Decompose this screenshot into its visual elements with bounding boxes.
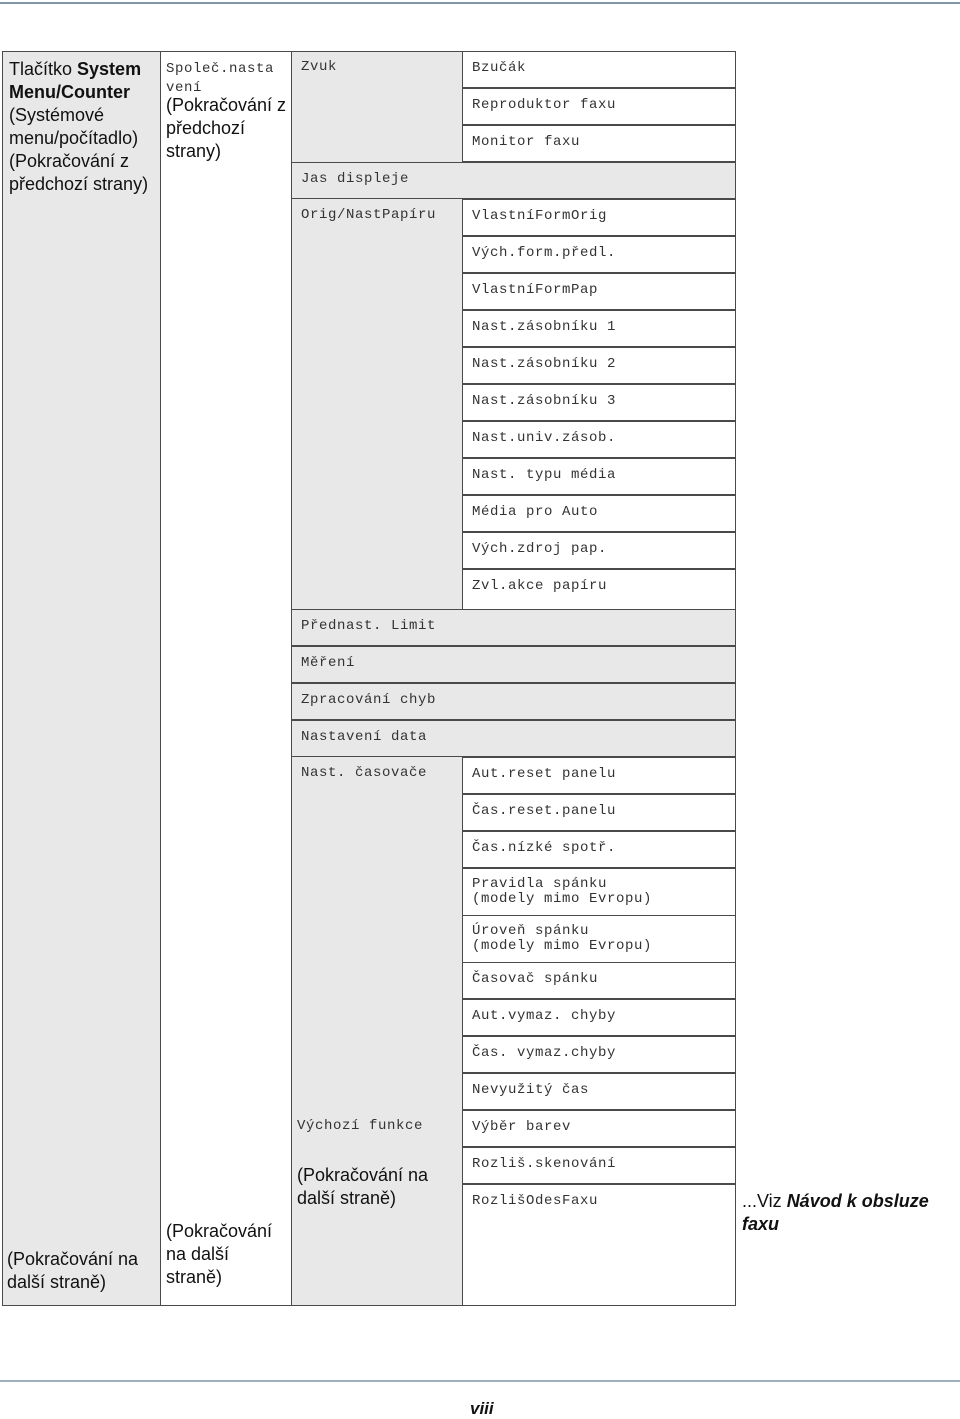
row-unusable-time — [462, 1073, 736, 1110]
continued-next-page: (Pokračování na další straně) — [166, 1221, 273, 1287]
continued-next-page: (Pokračování na další straně) — [297, 1165, 429, 1208]
label: Nast.univ.zásob. — [472, 430, 617, 446]
row-sleep-timer — [462, 962, 736, 999]
label: RozlišOdesFaxu — [472, 1193, 599, 1209]
label: Čas.nízké spotř. — [472, 840, 617, 856]
continued-next-page: (Pokračování na další straně) — [7, 1249, 139, 1292]
label: Monitor faxu — [472, 134, 581, 150]
label: VlastníFormPap — [472, 282, 599, 298]
label: Nast.zásobníku 3 — [472, 393, 617, 409]
label: Nevyužitý čas — [472, 1082, 590, 1098]
label: Časovač spánku — [472, 971, 599, 987]
row-custom-orig-size — [462, 199, 736, 236]
heading-rest: (Systémové menu/počítadlo) (Pokračování z předchozí strany) — [9, 105, 149, 194]
label: Přednast. Limit — [301, 618, 437, 634]
submenu-default-functions: Výchozí funkce — [297, 1118, 424, 1134]
row-special-paper-action — [462, 569, 736, 610]
label: Aut.reset panelu — [472, 766, 617, 782]
row-cassette-1 — [462, 310, 736, 347]
submenu-original-paper: Orig/NastPapíru — [301, 207, 437, 223]
row-media-auto — [462, 495, 736, 532]
row-fax-speaker — [462, 88, 736, 125]
common-settings-label: Společ.nasta vení — [166, 61, 275, 96]
label: Vých.form.předl. — [472, 245, 617, 261]
top-rule — [0, 2, 960, 4]
row-cassette-3 — [462, 384, 736, 421]
label: Vých.zdroj pap. — [472, 541, 608, 557]
row-custom-paper-size — [462, 273, 736, 310]
note-fax-guide-title: Návod k obsluze faxu — [742, 1191, 929, 1234]
label: Zvl.akce papíru — [472, 578, 608, 594]
menu-column-system — [2, 51, 161, 1306]
menu-column-common-settings — [160, 51, 292, 1306]
label-note: (modely mimo Evropu) — [472, 891, 653, 907]
row-fax-tx-resolution — [462, 1184, 736, 1306]
row-display-brightness — [291, 162, 736, 199]
row-buzzer — [462, 51, 736, 88]
label: Pravidla spánku — [472, 876, 608, 892]
label-note: (modely mimo Evropu) — [472, 938, 653, 954]
bottom-rule — [0, 1380, 960, 1382]
row-error-handling — [291, 683, 736, 720]
row-default-paper-source — [462, 532, 736, 569]
row-auto-error-clear — [462, 999, 736, 1036]
row-cassette-2 — [462, 347, 736, 384]
note-prefix: ...Viz — [742, 1191, 787, 1211]
row-metering — [291, 646, 736, 683]
label: Nastavení data — [301, 729, 428, 745]
label: Reproduktor faxu — [472, 97, 617, 113]
heading-bold-1: System — [77, 59, 142, 79]
row-preset-limit — [291, 609, 736, 646]
label: Nast. typu média — [472, 467, 617, 483]
row-mp-tray — [462, 421, 736, 458]
row-default-orig-size — [462, 236, 736, 273]
label: Úroveň spánku — [472, 923, 590, 939]
label: Nast.zásobníku 2 — [472, 356, 617, 372]
submenu-timer-settings: Nast. časovače — [301, 765, 428, 781]
row-panel-reset-timer — [462, 794, 736, 831]
label: Výběr barev — [472, 1119, 572, 1135]
row-low-power-timer — [462, 831, 736, 868]
row-media-type — [462, 458, 736, 495]
row-sleep-level — [462, 915, 736, 963]
label: Rozliš.skenování — [472, 1156, 617, 1172]
row-date-settings — [291, 720, 736, 757]
label: Nast.zásobníku 1 — [472, 319, 617, 335]
row-sleep-rules — [462, 868, 736, 916]
label: Aut.vymaz. chyby — [472, 1008, 617, 1024]
row-color-selection — [462, 1110, 736, 1147]
heading-prefix: Tlačítko — [9, 59, 78, 79]
row-auto-panel-reset — [462, 757, 736, 794]
heading-bold-2: Menu/Counter — [9, 82, 130, 102]
label: Měření — [301, 655, 356, 671]
label: Čas. vymaz.chyby — [472, 1045, 617, 1061]
label: VlastníFormOrig — [472, 208, 608, 224]
submenu-sound: Zvuk — [301, 59, 338, 75]
row-scan-resolution — [462, 1147, 736, 1184]
row-fax-monitor — [462, 125, 736, 162]
see-fax-guide-note — [742, 1190, 957, 1236]
label: Média pro Auto — [472, 504, 599, 520]
continued-prev-page: (Pokračování z předchozí strany) — [166, 95, 287, 161]
label: Zpracování chyb — [301, 692, 437, 708]
row-error-clear-timer — [462, 1036, 736, 1073]
system-menu-heading — [9, 58, 159, 196]
label: Bzučák — [472, 60, 527, 76]
label: Jas displeje — [301, 171, 410, 187]
page-number: viii — [470, 1399, 494, 1418]
label: Čas.reset.panelu — [472, 803, 617, 819]
